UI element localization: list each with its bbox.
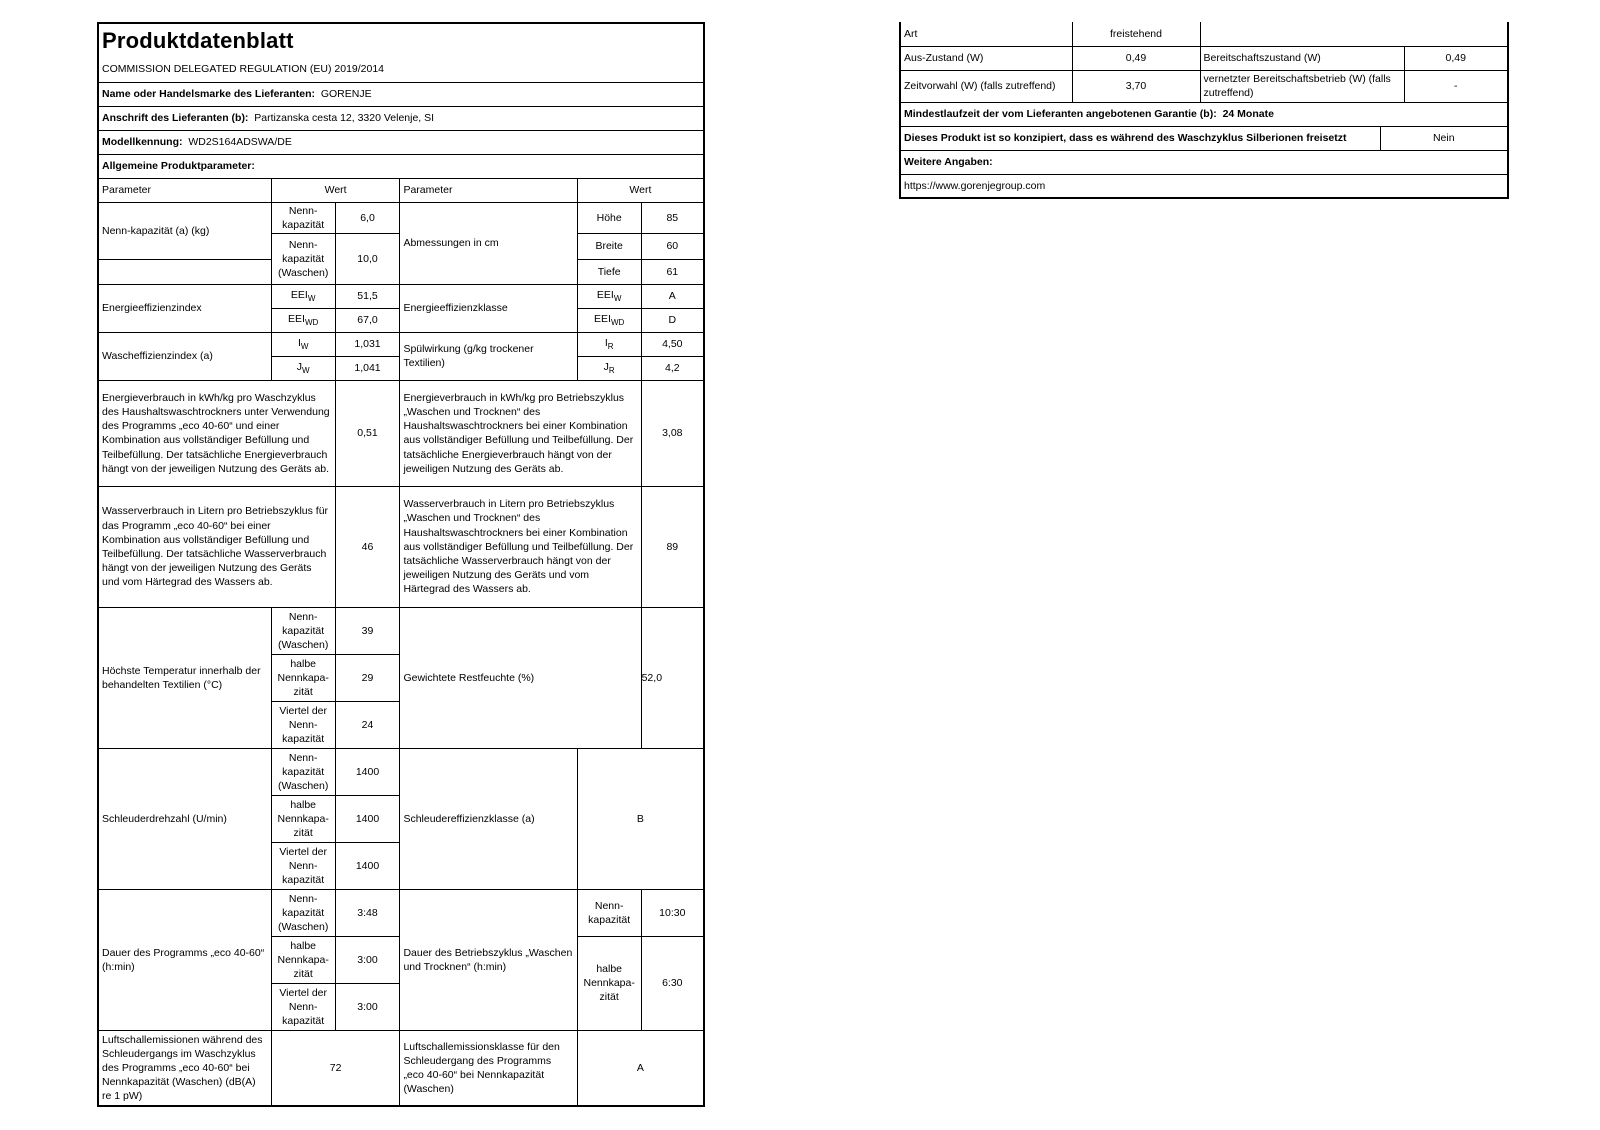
temp-quarter-value: 24 [335, 701, 400, 748]
further-info-label: Weitere Angaben: [900, 150, 1508, 174]
width-value: 60 [641, 233, 704, 259]
product-datasheet-continuation-table [899, 22, 1509, 199]
spin-half-sub: halbe Nennkapa-zität [271, 795, 335, 842]
eei-w-symbol: $EEI_W$ [271, 284, 335, 308]
iw-symbol: $I_W$ [271, 332, 335, 356]
eei-w-value: 51,5 [335, 284, 400, 308]
networked-standby-value: - [1404, 70, 1508, 102]
spin-full-value: 1400 [335, 748, 400, 795]
regulation-text: COMMISSION DELEGATED REGULATION (EU) 2019/2014 [98, 57, 704, 82]
param-header: Parameter [400, 178, 577, 202]
height-label: Höhe [577, 202, 641, 233]
noise-value: 72 [271, 1030, 400, 1106]
duration-cycle-full-sub: Nenn-kapazität [577, 889, 641, 936]
eei-label: Energieeffizienzindex [98, 284, 271, 332]
jr-symbol: $J_R$ [577, 356, 641, 380]
temp-full-value: 39 [335, 607, 400, 654]
type-value: freistehend [1072, 22, 1200, 46]
address-row [98, 106, 704, 130]
water-cycle-label: Wasserverbrauch in Litern pro Betriebszyklus „Waschen und Trocknen“ des Haushaltswaschtrockners bei einer Kombination aus vollständiger Befüllung und Teilbefüllung. Der tatsächliche Wasserverbrauch hängt von der jeweiligen Nutzung des Geräts und vom Härtegrad des Wassers ab. [400, 486, 641, 607]
duration-full-value: 3:48 [335, 889, 400, 936]
jr-value: 4,2 [641, 356, 704, 380]
eclass-wd-value: D [641, 308, 704, 332]
temp-quarter-sub: Viertel der Nenn-kapazität [271, 701, 335, 748]
duration-half-value: 3:00 [335, 936, 400, 983]
spin-full-sub: Nenn-kapazität (Waschen) [271, 748, 335, 795]
spin-quarter-sub: Viertel der Nenn-kapazität [271, 842, 335, 889]
off-mode-value: 0,49 [1072, 46, 1200, 70]
spin-class-value: B [577, 748, 704, 889]
spin-class-label: Schleudereffizienzklasse (a) [400, 748, 577, 889]
temp-half-sub: halbe Nennkapa-zität [271, 654, 335, 701]
address-value: Partizanska cesta 12, 3320 Velenje, SI [254, 111, 435, 124]
water-wash-value: 46 [335, 486, 400, 607]
temp-full-sub: Nenn-kapazität (Waschen) [271, 607, 335, 654]
warranty-value: 24 Monate [1222, 107, 1274, 120]
silver-ions-value: Nein [1380, 126, 1508, 150]
iw-value: 1,031 [335, 332, 400, 356]
duration-cycle-label: Dauer des Betriebszyklus „Waschen und Trocknen“ (h:min) [400, 889, 577, 1030]
rinse-label: Spülwirkung (g/kg trockener Textilien) [400, 332, 577, 380]
product-datasheet-table [97, 22, 705, 1107]
duration-cycle-half-sub: halbe Nennkapa-zität [577, 936, 641, 1030]
energy-class-label: Energieeffizienzklasse [400, 284, 577, 332]
off-mode-label: Aus-Zustand (W) [900, 46, 1072, 70]
duration-half-sub: halbe Nennkapa-zität [271, 936, 335, 983]
capacity-wash-value: 10,0 [335, 233, 400, 284]
capacity-label: Nenn-kapazität (a) (kg) [98, 202, 271, 259]
depth-label: Tiefe [577, 259, 641, 284]
model-row [98, 130, 704, 154]
depth-value: 61 [641, 259, 704, 284]
water-cycle-value: 89 [641, 486, 704, 607]
delay-start-label: Zeitvorwahl (W) (falls zutreffend) [900, 70, 1072, 102]
capacity-value: 6,0 [335, 202, 400, 233]
duration-quarter-sub: Viertel der Nenn-kapazität [271, 983, 335, 1030]
noise-label: Luftschallemissionen während des Schleudergangs im Waschzyklus des Programms „eco 40-60“ bei Nennkapazität (Waschen) (dB(A) re 1 pW) [98, 1030, 271, 1106]
eclass-wd-symbol: $EEI_{WD}$ [577, 308, 641, 332]
networked-standby-label: vernetzter Bereitschaftsbetrieb (W) (falls zutreffend) [1200, 70, 1404, 102]
noise-class-value: A [577, 1030, 704, 1106]
energy-cycle-label: Energieverbrauch in kWh/kg pro Betriebszyklus „Waschen und Trocknen“ des Haushaltswaschtrockners bei einer Kombination aus vollständiger Befüllung und Teilbefüllung. Der tatsächliche Energieverbrauch hängt von der jeweiligen Nutzung des Geräts ab. [400, 380, 641, 486]
ir-value: 4,50 [641, 332, 704, 356]
jw-value: 1,041 [335, 356, 400, 380]
supplier-row [98, 82, 704, 106]
general-params-heading: Allgemeine Produktparameter: [98, 154, 704, 178]
moisture-value: 52,0 [641, 607, 704, 748]
eclass-w-value: A [641, 284, 704, 308]
param-header: Parameter [98, 178, 271, 202]
duration-cycle-full-value: 10:30 [641, 889, 704, 936]
duration-label: Dauer des Programms „eco 40-60“ (h:min) [98, 889, 271, 1030]
spin-quarter-value: 1400 [335, 842, 400, 889]
wash-index-label: Wascheffizienzindex (a) [98, 332, 271, 380]
moisture-label: Gewichtete Restfeuchte (%) [400, 607, 641, 748]
supplier-value: GORENJE [320, 87, 372, 100]
further-info-link[interactable]: https://www.gorenjegroup.com [900, 174, 1508, 198]
ir-symbol: $I_R$ [577, 332, 641, 356]
eclass-w-symbol: $EEI_W$ [577, 284, 641, 308]
energy-wash-value: 0,51 [335, 380, 400, 486]
address-label: Anschrift des Lieferanten (b): [102, 111, 249, 124]
eei-wd-symbol: $EEI_{WD}$ [271, 308, 335, 332]
dimensions-label: Abmessungen in cm [400, 202, 577, 284]
capacity-label-spacer [98, 259, 271, 284]
width-label: Breite [577, 233, 641, 259]
supplier-label: Name oder Handelsmarke des Lieferanten: [102, 87, 315, 100]
eei-wd-value: 67,0 [335, 308, 400, 332]
energy-cycle-value: 3,08 [641, 380, 704, 486]
duration-cycle-half-value: 6:30 [641, 936, 704, 1030]
temp-half-value: 29 [335, 654, 400, 701]
model-label: Modellkennung: [102, 135, 183, 148]
jw-symbol: $J_W$ [271, 356, 335, 380]
silver-ions-label: Dieses Produkt ist so konzipiert, dass es während des Waschzyklus Silberionen freisetzt [900, 126, 1380, 150]
delay-start-value: 3,70 [1072, 70, 1200, 102]
noise-class-label: Luftschallemissionsklasse für den Schleudergang des Programms „eco 40-60“ bei Nennkapazität (Waschen) [400, 1030, 577, 1106]
water-wash-label: Wasserverbrauch in Litern pro Betriebszyklus für das Programm „eco 40-60“ bei einer Kombination aus vollständiger Befüllung und Teilbefüllung. Der tatsächliche Wasserverbrauch hängt von der jeweiligen Nutzung des Geräts und vom Härtegrad des Wassers ab. [98, 486, 335, 607]
warranty-row [900, 102, 1508, 126]
value-header: Wert [271, 178, 400, 202]
duration-full-sub: Nenn-kapazität (Waschen) [271, 889, 335, 936]
temperature-label: Höchste Temperatur innerhalb der behandelten Textilien (°C) [98, 607, 271, 748]
height-value: 85 [641, 202, 704, 233]
capacity-wash-sub: Nenn-kapazität (Waschen) [271, 233, 335, 284]
type-label: Art [900, 22, 1072, 46]
value-header: Wert [577, 178, 704, 202]
type-empty-cell [1200, 22, 1508, 46]
capacity-sub: Nenn-kapazität [271, 202, 335, 233]
page-title: Produktdatenblatt [98, 23, 704, 57]
duration-quarter-value: 3:00 [335, 983, 400, 1030]
spin-half-value: 1400 [335, 795, 400, 842]
warranty-label: Mindestlaufzeit der vom Lieferanten angebotenen Garantie (b): [904, 107, 1217, 120]
model-value: WD2S164ADSWA/DE [188, 135, 292, 148]
spin-speed-label: Schleuderdrehzahl (U/min) [98, 748, 271, 889]
standby-label: Bereitschaftszustand (W) [1200, 46, 1404, 70]
standby-value: 0,49 [1404, 46, 1508, 70]
energy-wash-label: Energieverbrauch in kWh/kg pro Waschzyklus des Haushaltswaschtrockners unter Verwendung des Programms „eco 40-60“ und einer Kombination aus vollständiger Befüllung und Teilbefüllung. Der tatsächliche Energieverbrauch hängt von der jeweiligen Nutzung des Geräts ab. [98, 380, 335, 486]
